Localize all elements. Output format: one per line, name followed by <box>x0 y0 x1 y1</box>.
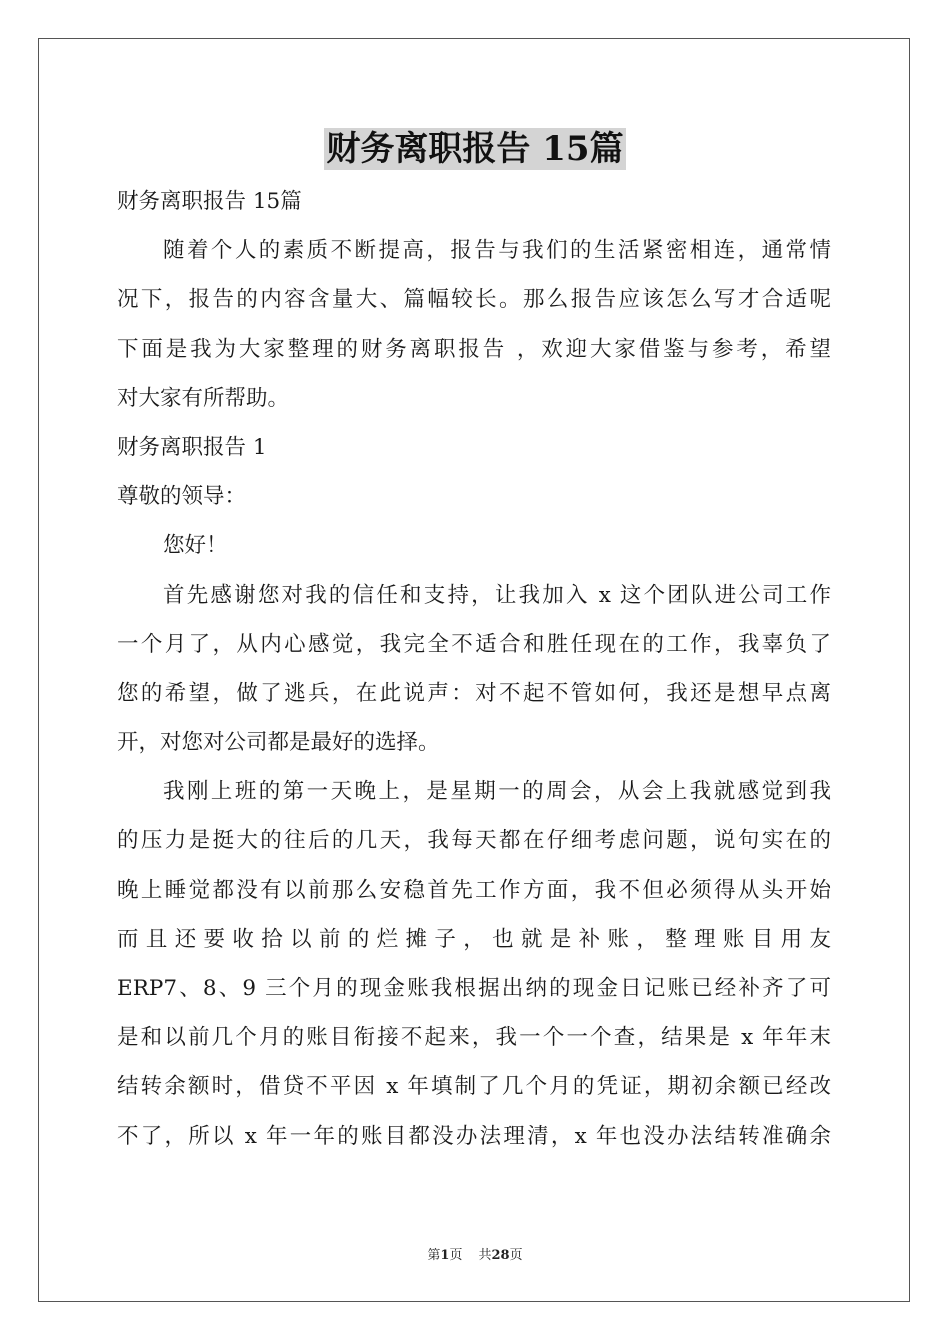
title-container <box>0 128 950 170</box>
text-line: 是和以前几个月的账目衔接不起来，我一个一个查，结果是 x 年年末 <box>117 1025 831 1051</box>
text-line: 结转余额时，借贷不平因 x 年填制了几个月的凭证，期初余额已经改 <box>117 1074 831 1100</box>
text-line: 财务离职报告 1 <box>117 434 267 460</box>
text-line: 的压力是挺大的往后的几天，我每天都在仔细考虑问题，说句实在的 <box>117 828 831 854</box>
text-line: 开，对您对公司都是最好的选择。 <box>117 730 440 756</box>
text-line: 尊敬的领导： <box>117 484 247 510</box>
page-footer <box>0 1247 950 1265</box>
text-line: 况下，报告的内容含量大、篇幅较长。那么报告应该怎么写才合适呢 <box>117 287 831 313</box>
text-line: 您好！ <box>163 533 228 559</box>
text-line: 随着个人的素质不断提高，报告与我们的生活紧密相连，通常情 <box>163 238 831 264</box>
text-line: 首先感谢您对我的信任和支持，让我加入 x 这个团队进公司工作 <box>163 582 831 608</box>
text-line: ERP7、8、9 三个月的现金账我根据出纳的现金日记账已经补齐了可 <box>117 976 831 1001</box>
text-line: 一个月了，从内心感觉，我完全不适合和胜任现在的工作，我辜负了 <box>117 631 831 657</box>
total-page-count: 28 <box>491 1248 510 1263</box>
text-line: 而 且 还 要 收 拾 以 前 的 烂 摊 子 ， 也 就 是 补 账 ， 整 理 账 目 用 友 <box>117 926 831 952</box>
document-body <box>117 177 831 1161</box>
total-pages-suffix: 页 <box>509 1248 523 1263</box>
text-line: 下面是我为大家整理的财务离职报告 ，欢迎大家借鉴与参考，希望 <box>117 336 831 362</box>
page-number-prefix: 第 <box>427 1248 441 1263</box>
document-title: 财务离职报告 15篇 <box>326 129 624 169</box>
total-pages-prefix: 共 <box>478 1248 492 1263</box>
text-line: 不了，所以 x 年一年的账目都没办法理清，x 年也没办法结转准确余 <box>117 1123 831 1149</box>
text-line: 我刚上班的第一天晚上，是星期一的周会，从会上我就感觉到我 <box>163 779 831 805</box>
text-line: 晚上睡觉都没有以前那么安稳首先工作方面，我不但必须得从头开始 <box>117 877 831 903</box>
text-line: 您的希望，做了逃兵，在此说声：对不起不管如何，我还是想早点离 <box>117 680 831 706</box>
text-line: 对大家有所帮助。 <box>117 385 290 411</box>
text-line: 财务离职报告 15篇 <box>117 189 302 214</box>
page-number-suffix: 页 <box>449 1248 463 1263</box>
current-page-number: 1 <box>440 1248 450 1263</box>
